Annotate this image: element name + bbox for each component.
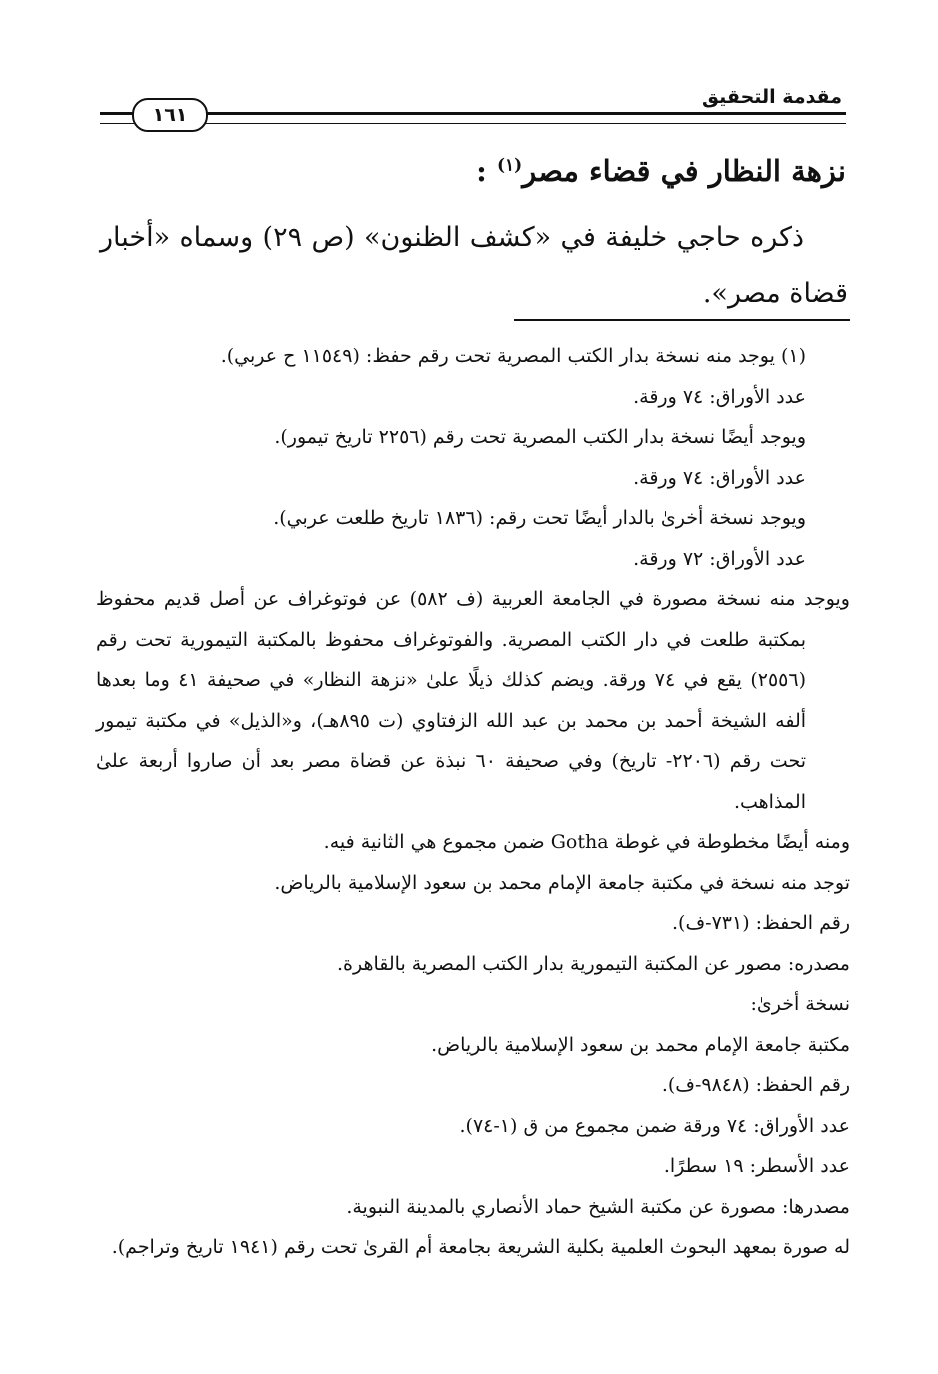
footnote-line: ومنه أيضًا مخطوطة في غوطة Gotha ضمن مجموع هي الثانية فيه.: [323, 831, 850, 853]
footnote-line: نسخة أخرىٰ:: [750, 993, 850, 1015]
header-rule: [100, 112, 846, 124]
footnote-line: (١) يوجد منه نسخة بدار الكتب المصرية تحت رقم حفظ: (١١٥٤٩ ح عربي).: [220, 345, 806, 367]
footnote-line: عدد الأوراق: ٧٤ ورقة ضمن مجموع من ق (١-٧٤).: [459, 1114, 850, 1137]
footnote-line: ويوجد منه نسخة مصورة في الجامعة العربية (ف ٥٨٢) عن فوتوغراف عن أصل قديم محفوظ بمكتبة طلعت في دار الكتب المصرية. والفوتوغراف محفوظ بالمكتبة التيمورية تحت رقم (٢٥٥٦) يقع في ٧٤ ورقة. ويضم كذلك ذيلًا علىٰ «نزهة النظار» في صحيفة ٤١ وما بعدها ألفه الشيخة أحمد بن محمد بن عبد الله الزفتاوي (ت ٨٩٥هـ)، و«الذيل» في مكتبة تيمور تحت رقم (٢٢٠٦- تاريخ) وفي صحيفة ٦٠ نبذة عن قضاة مصر بعد أن صاروا أربعة علىٰ المذاهب.: [96, 588, 850, 813]
footnote-line: عدد الأوراق: ٧٤ ورقة.: [633, 466, 806, 489]
footnote-line: مصدرها: مصورة عن مكتبة الشيخ حماد الأنصاري بالمدينة النبوية.: [346, 1195, 850, 1218]
footnote-ref: (١): [496, 155, 523, 176]
footnote-line: مصدره: مصور عن المكتبة التيمورية بدار الكتب المصرية بالقاهرة.: [336, 952, 850, 975]
title-text: نزهة النظار في قضاء مصر: [522, 154, 846, 188]
running-title: مقدمة التحقيق: [702, 86, 842, 108]
footnote-line: رقم الحفظ: (٧٣١-ف).: [672, 912, 850, 934]
footnote-line: مكتبة جامعة الإمام محمد بن سعود الإسلامية بالرياض.: [431, 1033, 850, 1056]
footnotes: [96, 336, 850, 1268]
footnote-line: ويوجد أيضًا نسخة بدار الكتب المصرية تحت رقم (٢٢٥٦ تاريخ تيمور).: [274, 426, 806, 448]
section-title: [476, 154, 846, 188]
page-number: ١٦١: [132, 98, 208, 132]
footnote-line: عدد الأوراق: ٧٢ ورقة.: [633, 547, 806, 570]
footnote-line: رقم الحفظ: (٩٨٤٨-ف).: [661, 1074, 850, 1096]
title-colon: :: [476, 154, 487, 188]
footnote-line: توجد منه نسخة في مكتبة جامعة الإمام محمد بن سعود الإسلامية بالرياض.: [274, 871, 850, 894]
footnote-line: عدد الأوراق: ٧٤ ورقة.: [633, 385, 806, 408]
footnote-separator: [514, 319, 850, 321]
intro-paragraph: ذكره حاجي خليفة في «كشف الظنون» (ص ٢٩) وسماه «أخبار قضاة مصر».: [100, 222, 848, 309]
footnote-line: له صورة بمعهد البحوث العلمية بكلية الشريعة بجامعة أم القرىٰ تحت رقم (١٩٤١ تاريخ وتراجم).: [111, 1236, 850, 1258]
footnote-line: ويوجد نسخة أخرىٰ بالدار أيضًا تحت رقم: (١٨٣٦ تاريخ طلعت عربي).: [273, 507, 806, 529]
footnote-line: عدد الأسطر: ١٩ سطرًا.: [663, 1155, 850, 1177]
